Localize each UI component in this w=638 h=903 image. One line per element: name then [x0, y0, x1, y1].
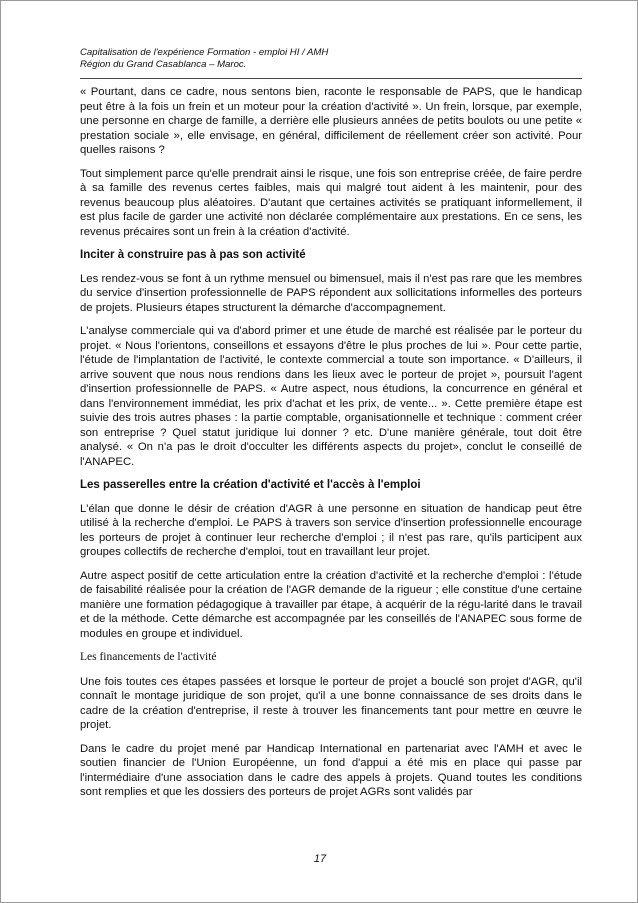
section-heading-3: Les financements de l'activité [80, 651, 217, 663]
section-heading-2: Les passerelles entre la création d'activité et l'accès à l'emploi [80, 479, 421, 491]
header-line-1: Capitalisation de l'expérience Formation - emploi HI / AMH [80, 47, 329, 58]
header-divider [80, 78, 582, 79]
paragraph-7: Une fois toutes ces étapes passées et lorsque le porteur de projet a bouclé son projet d'AGR, qu'il connaît le montage juridique de son projet, qu'il a une bonne connaissance de ses droits dans le cadre de la création d'entreprise, il reste à trouver les financements tant pour mettre en œuvre le projet. [80, 675, 582, 731]
paragraph-2: Tout simplement parce qu'elle prendrait ainsi le risque, une fois son entreprise créée, de faire perdre à sa famille des revenus certes faibles, mais qui malgré tout aident à les maintenir, pour des revenus beaucoup plus aléatoires. D'autant que certaines activités se pratiquant informellement, il est plus facile de garder une activité non déclarée complémentaire aux prestations. En ce sens, les revenus précaires sont un frein à la création d'activité. [80, 167, 582, 238]
paragraph-4: L'analyse commerciale qui va d'abord primer et une étude de marché est réalisée par le porteur du projet. « Nous l'orientons, conseillons et essayons d'être le plus proches de lui ». Pour cette partie, l'étude de l'implantation de l'activité, le contexte commercial a toute son importance. « D'ailleurs, il arrive souvent que nous nous rendions dans les lieux avec le porteur de projet », poursuit l'agent d'insertion professionnelle de PAPS. « Autre aspect, nous étudions, la concurrence en général et dans l'environnement immédiat, les prix d'achat et les prix, de vente... ». Cette première étape est suivie des trois autres phases : la partie comptable, organisationnelle et technique : comment créer son entreprise ? Quel statut juridique lui donner ? etc. D'une manière générale, tout doit être analysé. « On n'a pas le droit d'occulter les différents aspects du projet», conclut le conseillé de l'ANAPEC. [80, 325, 582, 468]
page-number: 17 [313, 853, 327, 865]
page-content [80, 47, 582, 809]
paragraph-1: « Pourtant, dans ce cadre, nous sentons bien, raconte le responsable de PAPS, que le handicap peut être à la fois un frein et un moteur pour la création d'activité ». Un frein, lorsque, par exemple, une personne en charge de famille, a derrière elle plusieurs années de petits boulots ou une petite « prestation sociale », elle envisage, en général, difficilement de réellement créer son activité. Pour quelles raisons ? [80, 86, 582, 156]
paragraph-3: Les rendez-vous se font à un rythme mensuel ou bimensuel, mais il n'est pas rare que les membres du service d'insertion professionnelle de PAPS répondent aux sollicitations informelles des porteurs de projets. Plusieurs étapes structurent la démarche d'accompagnement. [80, 272, 582, 314]
section-heading-1: Inciter à construire pas à pas son activité [80, 249, 306, 261]
paragraph-5: L'élan que donne le désir de création d'AGR à une personne en situation de handicap peut être utilisé à la recherche d'emploi. Le PAPS à travers son service d'insertion professionnelle encourage les porteurs de projet à continuer leur recherche d'emploi ; il n'est pas rare, qu'ils participent aux groupes collectifs de recherche d'emploi, tout en travaillant leur projet. [80, 502, 582, 558]
header-line-2: Région du Grand Casablanca – Maroc. [80, 58, 247, 70]
paragraph-6: Autre aspect positif de cette articulation entre la création d'activité et la recherche d'emploi : l'étude de faisabilité réalisée pour la création de l'AGR demande de la rigueur ; elle constitue d'une certaine manière une formation pédagogique à travailler par étape, à acquérir de la régu-larité dans le travail et de la méthode. Cette démarche est accompagnée par les conseillés de l'ANAPEC sous forme de modules en groupe et individuel. [80, 569, 582, 640]
paragraph-8: Dans le cadre du projet mené par Handicap International en partenariat avec l'AMH et avec le soutien financier de l'Union Européenne, un fond d'appui a été mis en place qui passe par l'intermédiaire d'une association dans le cadre des appels à projets. Quand toutes les conditions sont remplies et que les dossiers des porteurs de projet AGRs sont validés par [80, 742, 582, 798]
running-header [80, 47, 582, 70]
